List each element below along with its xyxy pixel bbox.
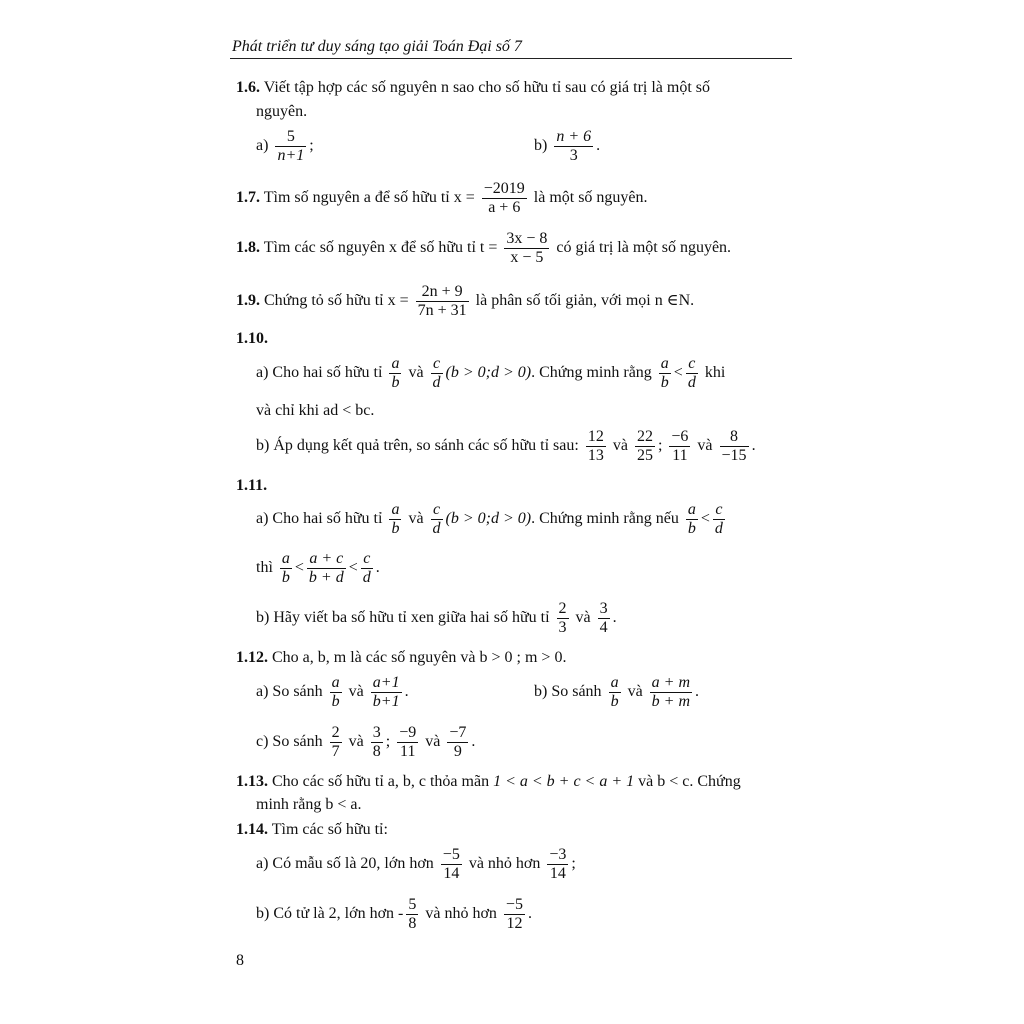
text-run: . Chứng minh rằng [531,364,652,382]
numerator: 3 [372,724,381,741]
text-run: < [700,510,710,528]
problem-1-10-part-b [256,428,756,465]
fraction [669,428,690,465]
text-run: Tìm các số hữu tỉ: [271,821,388,838]
denominator: b + m [651,693,691,710]
fraction [586,428,606,465]
fraction [361,550,373,587]
denominator: 25 [636,447,653,464]
problem-number: 1.7. [236,189,260,207]
numerator: a [331,674,340,691]
denominator: d [714,520,723,537]
text-run: Chứng tỏ số hữu tỉ x = [264,292,409,310]
text-run: a) Cho hai số hữu tỉ [256,364,383,382]
numerator: 2n + 9 [416,283,469,302]
text-run: b) So sánh [534,683,602,701]
denominator: 13 [587,447,604,464]
problem-1-10-part-a-line2: và chỉ khi ad < bc. [256,402,375,419]
numerator: −6 [671,428,689,445]
text-run: là phân số tối giản, với mọi n ∈N. [475,292,695,310]
denominator: x − 5 [510,249,544,266]
denominator: b [687,520,696,537]
fraction [686,355,698,392]
fraction [330,674,342,711]
fraction [447,724,468,761]
problem-1-11-part-a [256,501,728,538]
text-run: c) So sánh [256,733,323,751]
problem-1-12-part-c [256,724,475,761]
text-run: . [375,559,380,577]
denominator: 11 [672,447,688,464]
problem-1-6-line2: nguyên. [256,103,308,120]
text-run: . [695,683,700,701]
denominator: 7n + 31 [417,302,467,319]
problem-1-6-part-a [256,128,314,165]
text-run: khi [704,364,726,382]
text-run: 1 < a < b + c < a + 1 [493,773,635,790]
text-run: và [408,364,424,382]
denominator: b [391,374,400,391]
text-run: ; [385,733,391,751]
fraction [330,724,342,761]
problem-1-9 [236,283,694,320]
numerator: −5 [442,846,460,863]
problem-1-14-part-b [256,896,532,933]
problem-1-11-part-b [256,600,617,637]
text-run: . [612,609,617,627]
text-run: và nhỏ hơn [468,855,541,873]
problem-number: 1.9. [236,292,260,310]
numerator: 3x − 8 [506,230,548,247]
text-run: a) Cho hai số hữu tỉ [256,510,383,528]
text-run: . [471,733,476,751]
problem-1-10-number [236,329,268,349]
text-run: và nhỏ hơn [425,905,497,923]
denominator: 14 [443,865,460,882]
numerator: c [431,355,443,374]
header-rule [230,58,792,59]
fraction [720,428,749,465]
denominator: 11 [400,743,416,760]
fraction [389,355,401,392]
denominator: −15 [721,447,747,464]
denominator: 8 [408,915,417,932]
text-run: . [527,905,532,923]
numerator: 2 [331,724,340,741]
fraction [547,846,568,883]
numerator: a [391,501,400,518]
denominator: 9 [453,743,462,760]
fraction [609,674,621,711]
problem-1-11-part-a-line2 [256,550,380,587]
denominator: n+1 [277,147,305,164]
denominator: d [432,374,441,391]
problem-1-14 [236,820,388,840]
fraction [431,355,443,392]
numerator: −7 [449,724,467,741]
numerator: c [713,501,725,520]
denominator: d [687,374,696,391]
numerator: a+1 [372,674,400,691]
fraction [406,896,418,933]
fraction [371,674,402,711]
text-run: b) Hãy viết ba số hữu tỉ xen giữa hai số hữu tỉ [256,609,550,627]
problem-1-12-part-a [256,674,409,711]
numerator: 3 [599,600,608,617]
text-run: ; [571,855,576,873]
text-run: và [627,683,643,701]
fraction [389,501,401,538]
problem-1-13-line1 [236,772,741,792]
numerator: 5 [275,128,306,147]
numerator: −5 [505,896,523,913]
problem-number: 1.6. [236,79,260,96]
fraction [482,180,527,217]
text-run: . [596,137,601,155]
text-run: và [408,510,424,528]
text-run: . Chứng minh rằng nếu [531,510,679,528]
denominator: b [281,569,290,586]
fraction [659,355,671,392]
denominator: b [610,693,619,710]
denominator: 12 [506,915,523,932]
text-run: 1.11. [236,477,268,494]
fraction [275,128,306,165]
denominator: 3 [558,619,567,636]
denominator: 14 [549,865,566,882]
numerator: a [391,355,400,372]
denominator: a + 6 [488,199,521,216]
text-run: và [612,437,628,455]
text-run: . [751,437,756,455]
text-run: Viết tập hợp các số nguyên n sao cho số hữu tỉ sau có giá trị là một số [263,79,711,96]
denominator: b [391,520,400,537]
text-run: (b > 0;d > 0) [445,510,532,528]
problem-1-12 [236,648,566,668]
text-run: b) Áp dụng kết quả trên, so sánh các số hữu tỉ sau: [256,437,579,455]
text-run: a) Có mẫu số là 20, lớn hơn [256,855,434,873]
text-run: và [348,733,364,751]
page-number: 8 [236,952,244,969]
fraction [431,501,443,538]
numerator: c [361,550,373,569]
running-title: Phát triển tư duy sáng tạo giải Toán Đại số 7 [232,38,522,55]
problem-number: 1.14. [236,821,268,838]
fraction [650,674,692,711]
text-run: và [348,683,364,701]
numerator: c [431,501,443,520]
text-run: Tìm số nguyên a để số hữu tỉ x = [263,189,475,207]
problem-number: 1.13. [236,773,268,790]
denominator: d [362,569,371,586]
text-run: a) [256,137,269,155]
text-run: Cho các số hữu tỉ a, b, c thỏa mãn [272,773,490,790]
fraction [598,600,610,637]
fraction [557,600,569,637]
text-run: có giá trị là một số nguyên. [556,239,732,257]
problem-1-6-line1 [236,78,710,98]
numerator: a [687,501,696,518]
denominator: b [660,374,669,391]
fraction [504,230,549,267]
text-run: và [697,437,713,455]
denominator: b+1 [372,693,400,710]
problem-1-10-part-a [256,355,725,392]
problem-1-14-part-a [256,846,576,883]
text-run: thì [256,559,273,577]
text-run: Tìm các số nguyên x để số hữu tỉ t = [263,239,498,257]
problem-number: 1.12. [236,649,268,666]
fraction [686,501,698,538]
text-run: là một số nguyên. [533,189,648,207]
denominator: 8 [372,743,381,760]
problem-number: 1.8. [236,239,260,257]
text-run: b) Có tử là 2, lớn hơn - [256,905,404,923]
problem-1-11-number [236,476,267,496]
denominator: 7 [331,743,340,760]
fraction [441,846,462,883]
numerator: 8 [720,428,749,447]
numerator: c [686,355,698,374]
fraction [713,501,725,538]
text-run: và [575,609,591,627]
problem-1-8 [236,230,731,267]
text-run: b) [534,137,548,155]
text-run: Cho a, b, m là các số nguyên và b > 0 ; m > 0. [272,649,567,666]
numerator: −9 [399,724,417,741]
fraction [307,550,346,587]
text-run: 1.10. [236,330,268,347]
text-run: (b > 0;d > 0) [445,364,532,382]
fraction [371,724,383,761]
denominator: 3 [569,147,578,164]
numerator: 12 [587,428,604,445]
numerator: a [610,674,619,691]
fraction [635,428,655,465]
text-run: a) So sánh [256,683,323,701]
numerator: a + c [307,550,346,569]
text-run: và b < c. Chứng [638,773,741,790]
numerator: n + 6 [556,128,592,145]
problem-1-7 [236,180,648,217]
numerator: a [281,550,290,567]
denominator: b [331,693,340,710]
numerator: a [660,355,669,372]
text-run: < [294,559,304,577]
numerator: −2019 [483,180,525,197]
numerator: 2 [558,600,567,617]
fraction [554,128,593,165]
numerator: −3 [549,846,567,863]
problem-1-6-part-b [534,128,600,165]
denominator: d [432,520,441,537]
text-run: ; [309,137,314,155]
fraction [504,896,525,933]
numerator: 5 [408,896,417,913]
problem-1-12-part-b [534,674,699,711]
fraction [416,283,469,320]
text-run: < [673,364,683,382]
fraction [397,724,418,761]
denominator: b + d [308,569,344,586]
numerator: 22 [636,428,653,445]
text-run: < [348,559,358,577]
problem-1-13-line2: minh rằng b < a. [256,796,362,813]
text-run: ; [657,437,663,455]
denominator: 4 [599,619,608,636]
text-run: . [404,683,409,701]
numerator: a + m [651,674,691,691]
text-run: và [425,733,441,751]
fraction [280,550,292,587]
